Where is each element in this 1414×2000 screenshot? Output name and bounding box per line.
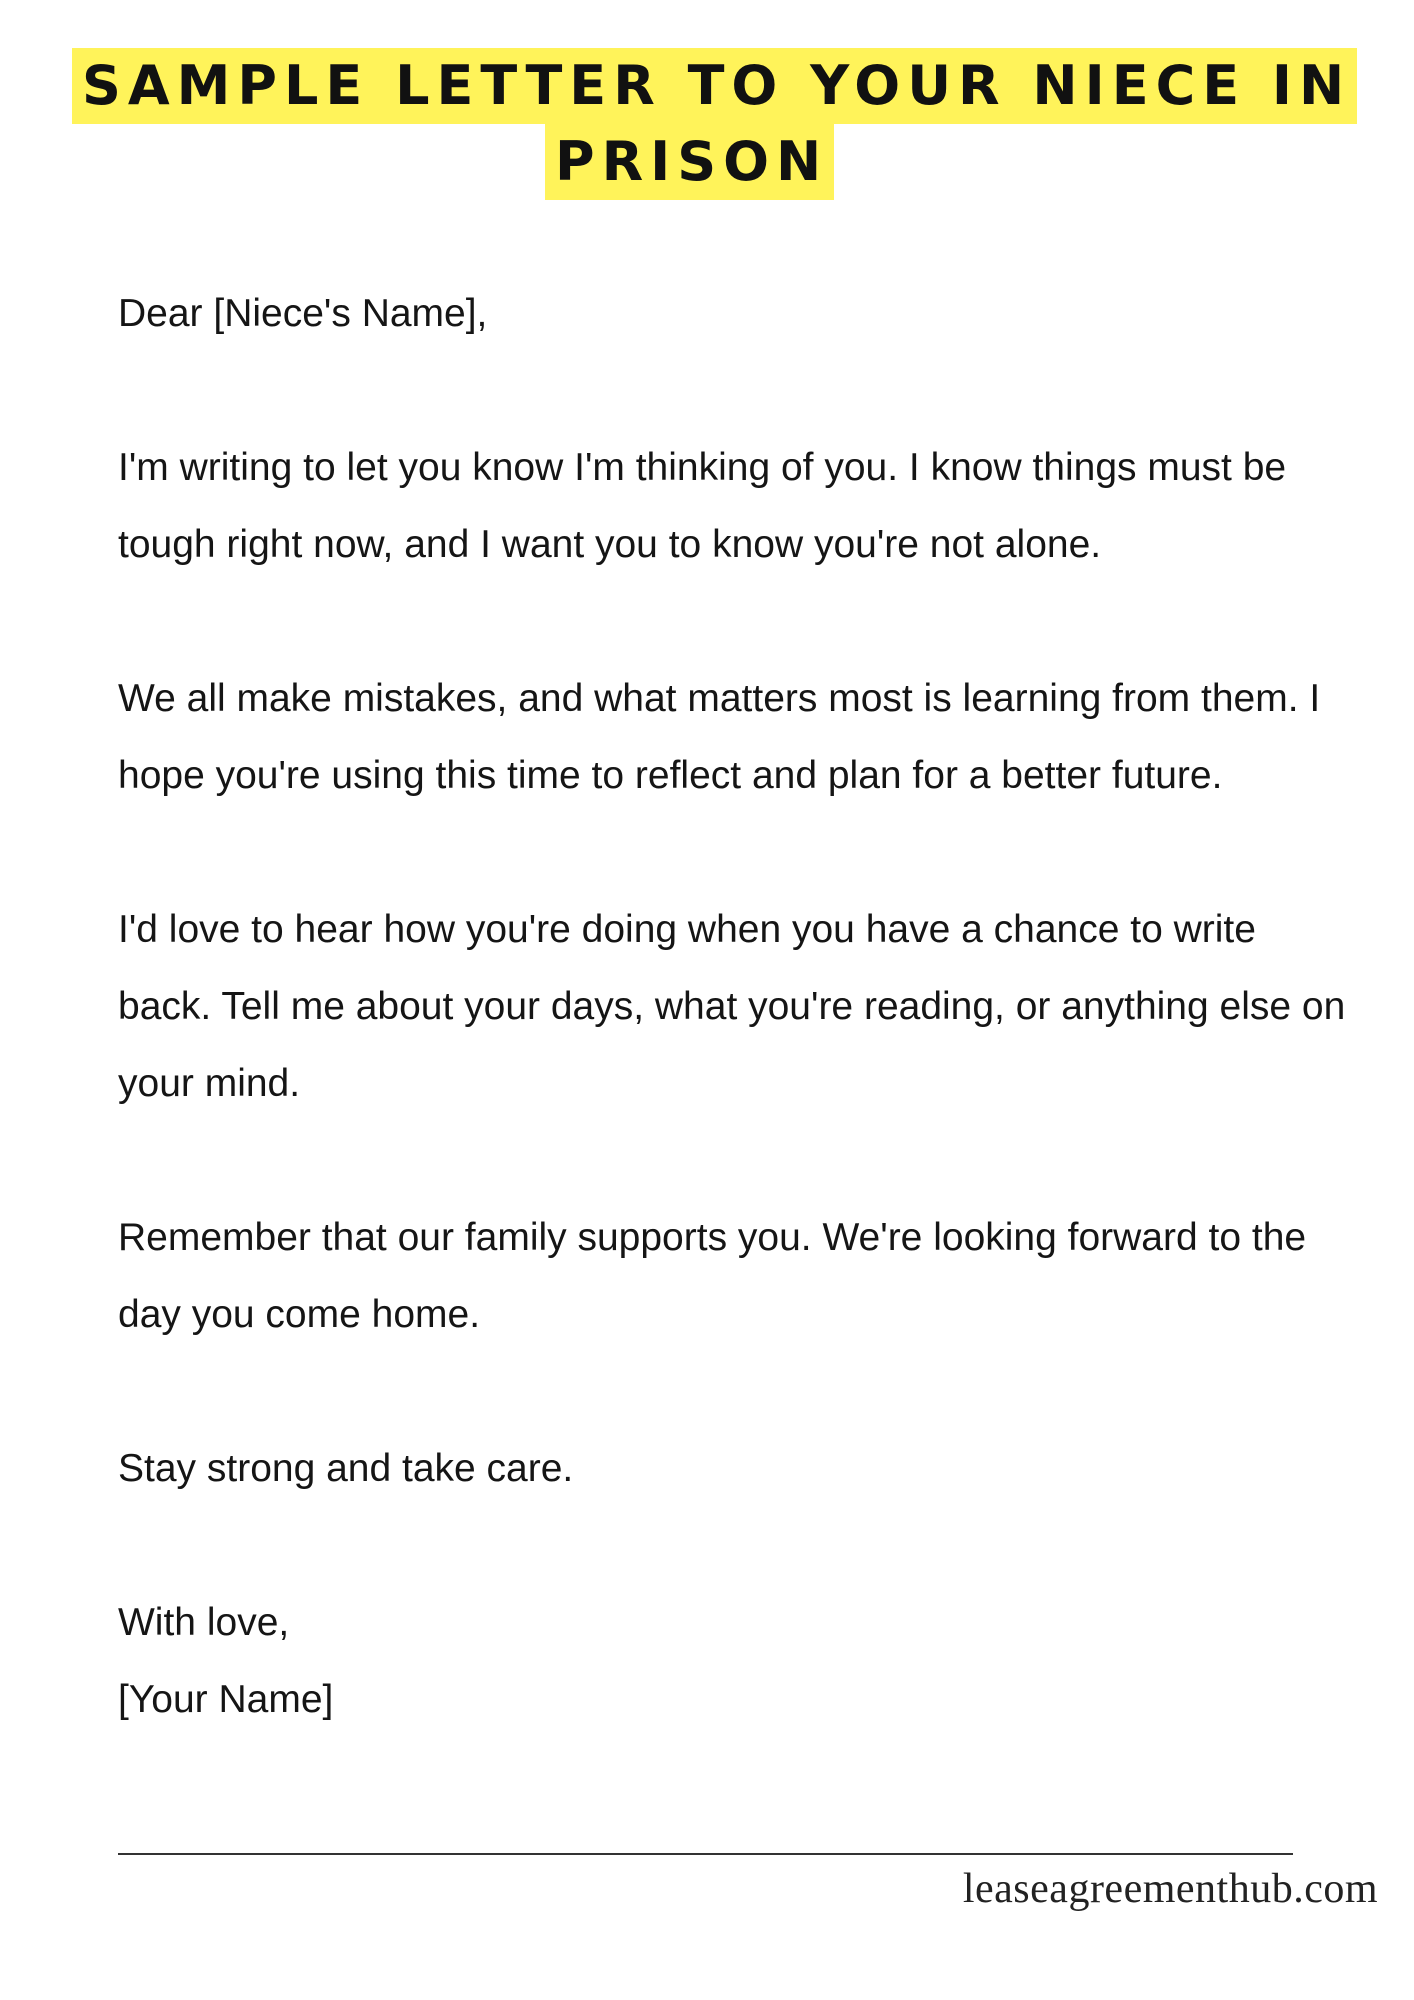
- title-line-1: SAMPLE LETTER TO YOUR NIECE IN: [72, 48, 1357, 124]
- letter-greeting: Dear [Niece's Name],: [118, 292, 488, 335]
- letter-paragraph-3: I'd love to hear how you're doing when you have a chance to write back. Tell me about your days, what you're reading, or anything else on your mind.: [118, 908, 1346, 1105]
- letter-body: [118, 275, 1358, 1738]
- letter-paragraph-4: Remember that our family supports you. We're looking forward to the day you come home.: [118, 1216, 1307, 1336]
- title-line-2: PRISON: [545, 124, 834, 200]
- letter-paragraph-5: Stay strong and take care.: [118, 1447, 574, 1490]
- letter-paragraph-1: I'm writing to let you know I'm thinking of you. I know things must be tough right now, and I want you to know you're not alone.: [118, 446, 1287, 566]
- footer-brand: leaseagreementhub.com: [962, 1866, 1378, 1912]
- footer-divider: [118, 1853, 1293, 1855]
- letter-signature: [Your Name]: [118, 1678, 334, 1721]
- letter-closing: With love,: [118, 1601, 290, 1644]
- letter-paragraph-2: We all make mistakes, and what matters most is learning from them. I hope you're using this time to reflect and plan for a better future.: [118, 677, 1321, 797]
